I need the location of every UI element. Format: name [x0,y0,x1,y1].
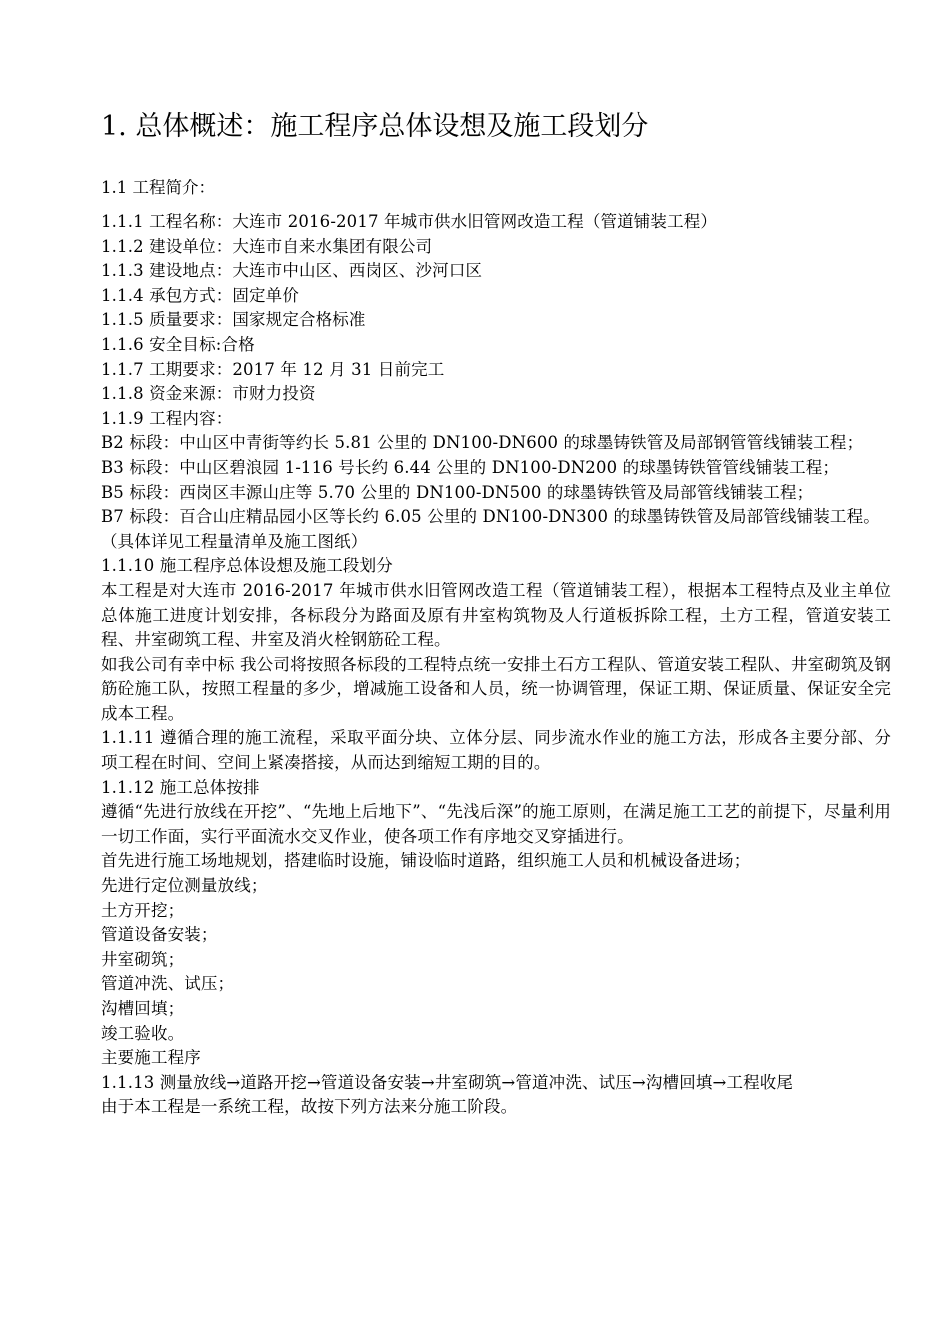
info-line: 1.1.2 建设单位：大连市自来水集团有限公司 [101,236,433,256]
document-title: 1. 总体概述：施工程序总体设想及施工段划分 [101,111,649,142]
step-line: 首先进行施工场地规划，搭建临时设施，铺设临时道路，组织施工人员和机械设备进场； [101,851,751,871]
lot-b2-paragraph: B2 标段：中山区中青街等约长 5.81 公里的 DN100-DN600 的球墨铸铁管及局部钢管管线铺装工程； [101,433,864,453]
procedure-flow: 1.1.13 测量放线→道路开挖→管道设备安装→井室砌筑→管道冲洗、试压→沟槽回填→工程收尾 [101,1072,794,1092]
body-paragraph: 如我公司有幸中标 我公司将按照各标段的工程特点统一安排土石方工程队、管道安装工程队、井室砌筑及钢筋砼施工队，按照工程量的多少，增减施工设备和人员，统一协调管理，保证工期、保证质量、保证安全完成本工程。 [101,654,891,723]
step-line: 先进行定位测量放线； [101,876,268,896]
info-line: 1.1.9 工程内容： [101,408,233,428]
body-paragraph: 1.1.11 遵循合理的施工流程，采取平面分块、立体分层、同步流水作业的施工方法，形成各主要分部、分项工程在时间、空间上紧凑搭接，从而达到缩短工期的目的。 [101,728,891,773]
step-line: 井室砌筑； [101,949,185,969]
info-line: 1.1.3 建设地点：大连市中山区、西岗区、沙河口区 [101,261,483,281]
info-line: 1.1.6 安全目标:合格 [101,334,255,354]
section-heading: 1.1 工程简介： [101,178,215,197]
step-line: 沟槽回填； [101,999,185,1018]
document-body [101,210,891,1120]
body-paragraph: 本工程是对大连市 2016-2017 年城市供水旧管网改造工程（管道铺装工程），根据本工程特点及业主单位总体施工进度计划安排，各标段分为路面及原有井室构筑物及人行道板拆除工程，土方工程，管道安装工程、井室砌筑工程、井室及消火栓钢筋砼工程。 [101,580,891,650]
info-line: 1.1.7 工期要求：2017 年 12 月 31 日前完工 [101,359,445,379]
subsection-heading: 1.1.12 施工总体按排 [101,777,260,797]
subsection-heading: 主要施工程序 [101,1048,201,1068]
reference-note: （具体详见工程量清单及施工图纸） [101,531,368,551]
info-line: 1.1.8 资金来源：市财力投资 [101,384,316,404]
lot-b3-paragraph: B3 标段：中山区碧浪园 1-116 号长约 6.44 公里的 DN100-DN200 的球墨铸铁管管线铺装工程； [101,457,840,477]
body-paragraph: 遵循“先进行放线在开挖”、“先地上后地下”、“先浅后深”的施工原则，在满足施工工艺的前提下，尽量利用一切工作面，实行平面流水交叉作业，使各项工作有序地交叉穿插进行。 [101,802,891,846]
step-line: 土方开挖； [101,900,185,920]
lot-b7-paragraph: B7 标段：百合山庄精品园小区等长约 6.05 公里的 DN100-DN300 的球墨铸铁管及局部管线铺装工程。 [101,507,880,527]
info-line: 1.1.1 工程名称：大连市 2016-2017 年城市供水旧管网改造工程（管道铺装工程） [101,212,718,231]
step-line: 管道冲洗、试压； [101,974,235,994]
subsection-heading: 1.1.10 施工程序总体设想及施工段划分 [101,556,393,576]
step-line: 管道设备安装； [101,925,218,945]
step-line: 竣工验收。 [101,1023,185,1043]
info-line: 1.1.5 质量要求：国家规定合格标准 [101,310,366,330]
body-paragraph: 由于本工程是一系统工程，故按下列方法来分施工阶段。 [101,1097,518,1117]
info-line: 1.1.4 承包方式：固定单价 [101,285,299,305]
lot-b5-paragraph: B5 标段：西岗区丰源山庄等 5.70 公里的 DN100-DN500 的球墨铸铁管及局部管线铺装工程； [101,482,814,502]
